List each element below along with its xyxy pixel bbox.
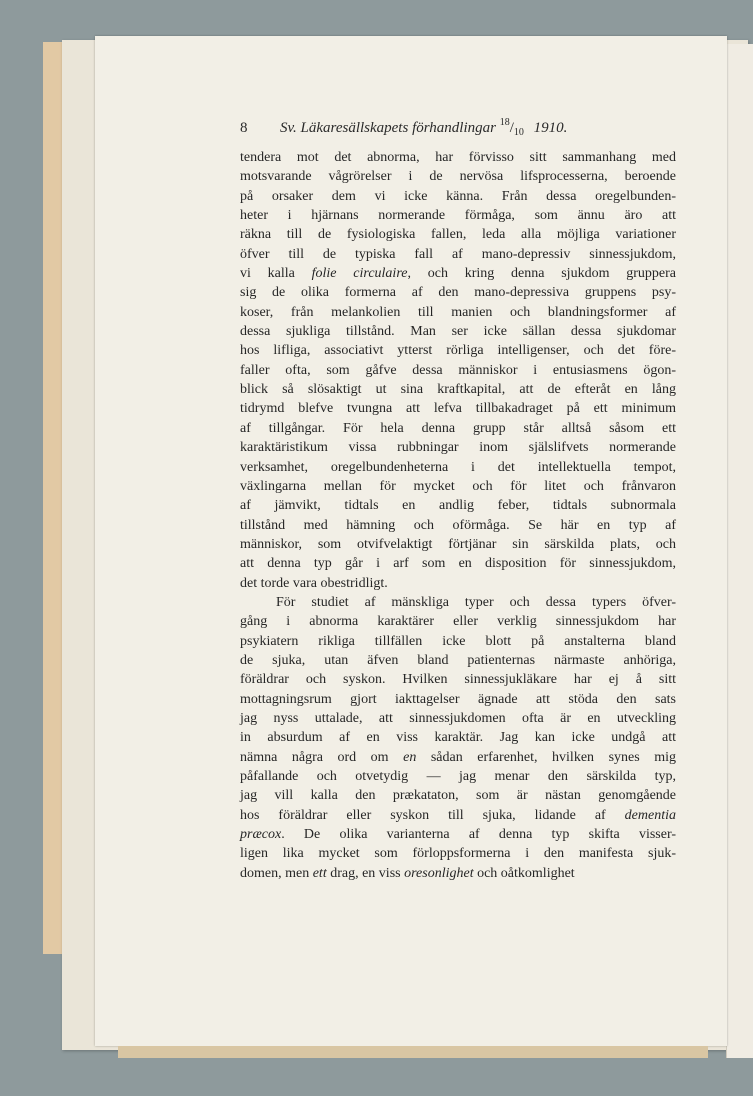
text-line: det torde vara obestridligt. [240,575,388,591]
page-edge-bottom [118,1046,708,1058]
emphasis-text: oresonlighet [404,865,474,881]
text-line: tidrymd blefve tvungna att lefva tillbakadraget på ett minimum [240,401,676,417]
text-line: För studiet af mänskliga typer och dessa typers öfver- [276,594,676,610]
page-edge-right [726,44,753,1058]
text-line: mottagningsrum gjort iakttagelser ägnade att stöda den sats [240,691,676,707]
text-line: heter i hjärnans normerande förmåga, som ännu äro att [240,208,676,224]
text-line: in absurdum af en viss karaktär. Jag kan icke undgå att [240,730,676,746]
text-line: dessa sjukliga tillstånd. Man ser icke sällan dessa sjukdomar [240,324,676,340]
text-line: att denna typ går i arf som en disposition för sinnessjukdom, [240,556,676,572]
text-line: psykiatern rikliga tillfällen icke blott på anstalterna bland [240,633,676,649]
text-line: karaktäristikum vissa rubbningar inom själslifvets normerande [240,440,676,456]
text-line: tendera mot det abnorma, har förvisso sitt sammanhang med [240,150,676,165]
year: 1910. [533,120,568,136]
text-line: öfver till de typiska fall af mano-depressiv sinnessjukdom, [240,246,676,262]
text-line: sig de olika formerna af den mano-depressiva gruppens psy- [240,285,676,301]
emphasis-text: ett [312,865,327,881]
text-line: domen, men ett drag, en viss oresonlighet och oåtkomlighet [240,865,575,881]
text-line: af tillgångar. För hela denna grupp står alltså såsom ett [240,420,676,436]
emphasis-text: folie circulaire [311,266,408,282]
text-line: räkna till de fysiologiska fallen, leda alla möjliga variationer [240,227,676,243]
text-line: gång i abnorma karaktärer eller verklig sinnessjukdom har [240,614,676,630]
text-line: af jämvikt, tidtals en andlig feber, tidtals subnormala [240,498,676,514]
text-line: nämna några ord om en sådan erfarenhet, hvilken synes mig [240,749,676,765]
text-line: jag nyss uttalade, att sinnessjukdomen ofta är en utveckling [240,710,676,726]
text-line: ligen lika mycket som förloppsformerna i den manifesta sjuk- [240,846,676,862]
emphasis-text: en [403,749,417,765]
text-line: föräldrar och syskon. Hvilken sinnessjukläkare har ej å sitt [240,672,676,688]
text-line: växlingarna mellan för mycket och för litet och frånvaron [240,478,676,494]
date-day: 18 [499,117,510,128]
text-line: på orsaker dem vi icke känna. Från dessa oregelbunden- [240,188,676,204]
body-text [240,148,676,883]
page-number: 8 [240,120,248,136]
text-line: koser, från melankolien till manien och blandningsformer af [240,304,676,320]
emphasis-text: præcox [240,827,282,843]
text-line: faller ofta, som gåfve dessa människor i entusiasmens ögon- [240,362,676,378]
text-line: blick så slösaktigt ut sina kraftkapital, att de efteråt en lång [240,382,676,398]
text-line: verksamhet, oregelbundenheterna i det intellektuella tempot, [240,459,676,475]
date-month: 10 [513,127,524,138]
text-line: vi kalla folie circulaire, och kring denna sjukdom gruppera [240,266,676,282]
running-header: 8 Sv. Läkaresällskapets förhandlingar $^{18}/_{10}$ 1910. [240,117,568,138]
text-line: de sjuka, utan äfven bland patienternas närmaste anhöriga, [240,652,676,668]
text-line: motsvarande vågrörelser i de nervösa lifsprocesserna, beroende [240,169,676,185]
text-line: påfallande och otvetydig — jag menar den särskilda typ, [240,769,676,784]
text-line: præcox. De olika varianterna af denna typ skifta visser- [240,827,676,843]
text-line: hos föräldrar eller syskon till sjuka, lidande af dementia [240,807,676,823]
running-title: Sv. Läkaresällskapets förhandlingar [280,120,496,136]
emphasis-text: dementia [624,807,676,823]
text-line: hos lifliga, associativt ytterst rörliga intelligenser, och det före- [240,343,676,359]
text-line: jag vill kalla den prækataton, som är nästan genomgående [240,788,676,804]
text-line: tillstånd med hämning och oförmåga. Se här en typ af [240,517,676,533]
text-line: människor, som otvifvelaktigt förtjänar sin särskilda plats, och [240,536,676,552]
